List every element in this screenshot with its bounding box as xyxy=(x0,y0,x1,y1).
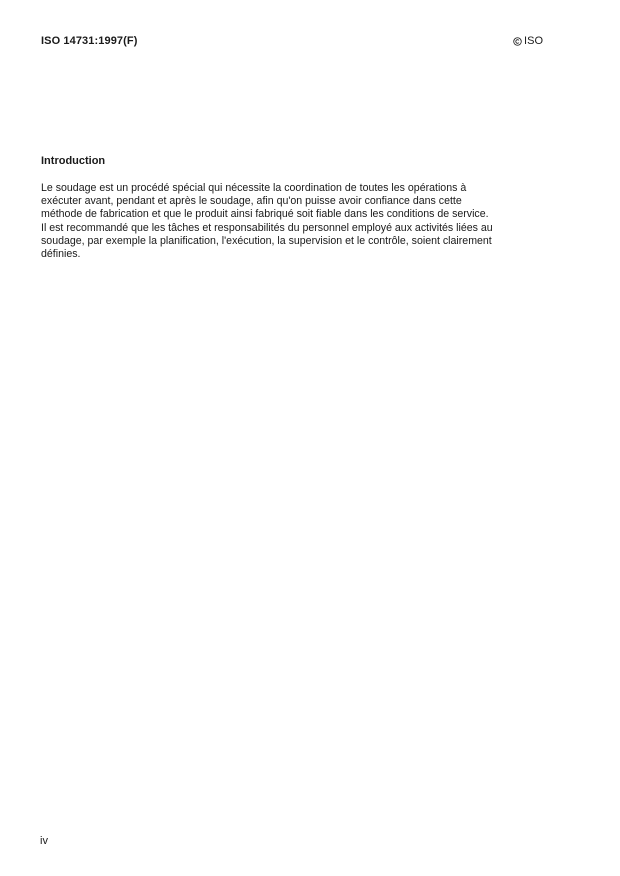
paragraph-line: soudage, par exemple la planification, l'exécution, la supervision et le contrôle, soient clairement xyxy=(41,234,492,247)
copyright-icon xyxy=(513,37,522,46)
paragraph-line: exécuter avant, pendant et après le soudage, afin qu'on puisse avoir confiance dans cette xyxy=(41,195,462,208)
paragraph-line: Il est recommandé que les tâches et responsabilités du personnel employé aux activités liées au xyxy=(41,221,493,234)
standard-identifier: ISO 14731:1997(F) xyxy=(41,35,138,47)
copyright-org: ISO xyxy=(524,35,543,47)
copyright-notice xyxy=(513,35,543,47)
paragraph-line: Le soudage est un procédé spécial qui nécessite la coordination de toutes les opérations à xyxy=(41,182,467,194)
introduction-paragraph xyxy=(41,182,541,261)
section-heading-introduction: Introduction xyxy=(41,155,106,167)
paragraph-line: définies. xyxy=(41,248,81,261)
page-number: iv xyxy=(40,835,48,847)
paragraph-line: méthode de fabrication et que le produit ainsi fabriqué soit fiable dans les conditions de service. xyxy=(41,208,489,221)
